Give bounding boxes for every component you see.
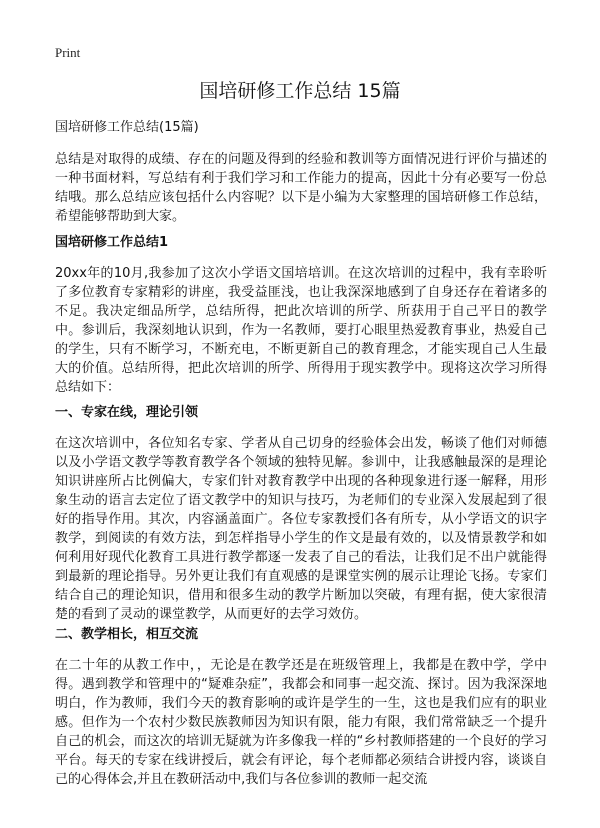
intro-paragraph: 总结是对取得的成绩、存在的问题及得到的经验和教训等方面情况进行评价与描述的一种书面材料，写总结有利于我们学习和工作能力的提高，因此十分有必要写一份总结哦。那么总结应该包括什么内容呢？以下是小编为大家整理的国培研修工作总结，希望能够帮助到大家。 [55, 152, 547, 224]
section-heading-1: 国培研修工作总结1 [55, 235, 169, 250]
expert-online-paragraph: 在这次培训中，各位知名专家、学者从自己切身的经验体会出发，畅谈了他们对师德以及小学语文教学等教育教学各个领域的独特见解。参训中，让我感触最深的是理论知识讲座所占比例偏大，专家们针对教育教学中出现的各种现象进行逐一解释，用形象生动的语言去定位了语文教学中的知识与技巧，为老师们的专业深入发展起到了很好的指导作用。其次，内容涵盖面广。各位专家教授们各有所专，从小学语文的识字教学，到阅读的有效方法，到怎样指导小学生的作文是最有效的，以及情景教学和如何利用好现代化教育工具进行教学都逐一发表了自己的看法，让我们足不出户就能得到最新的理论指导。另外更让我们有直观感的是课堂实例的展示让理论飞扬。专家们结合自己的理论知识，借用和很多生动的教学片断加以突破，有理有据，使大家很清楚的看到了灵动的课堂教学，从而更好的去学习效仿。 [55, 436, 547, 622]
mutual-exchange-paragraph: 在二十年的从教工作中，，无论是在教学还是在班级管理上，我都是在教中学，学中得。遇到教学和管理中的“疑难杂症”，我都会和同事一起交流、探讨。因为我深深地明白，作为教师，我们今天的教育影响的或许是学生的一生，这也是我们应有的职业感。但作为一个农村少数民族教师因为知识有限，能力有限，我们常常缺乏一个提升自己的机会，而这次的培训无疑就为许多像我一样的“乡村教师搭建的一个良好的学习平台。每天的专家在线讲授后，就会有评论，每个老师都必须结合讲授内容，谈谈自己的心得体会,并且在教研活动中,我们与各位参训的教师一起交流 [55, 658, 547, 787]
subheading-mutual-exchange: 二、教学相长，相互交流 [55, 627, 199, 642]
document-subtitle: 国培研修工作总结(15篇) [55, 120, 199, 135]
print-link[interactable]: Print [55, 45, 81, 60]
section-1-paragraph: 20xx年的10月,我参加了这次小学语文国培培训。在这次培训的过程中，我有幸聆听了多位教育专家精彩的讲座，我受益匪浅，也让我深深地感到了自身还存在着诸多的不足。我决定细品所学，总结所得，把此次培训的所学、所获用于自己平日的教学中。参训后，我深刻地认识到，作为一名教师，要打心眼里热爱教育事业，热爱自己的学生，只有不断学习，不断充电，不断更新自己的教育理念，才能实现自己人生最大的价值。总结所得，把此次培训的所学、所得用于现实教学中。现将这次学习所得总结如下： [55, 266, 547, 395]
page-title: 国培研修工作总结 15篇 [199, 80, 401, 102]
subheading-expert-online: 一、专家在线，理论引领 [55, 405, 199, 420]
